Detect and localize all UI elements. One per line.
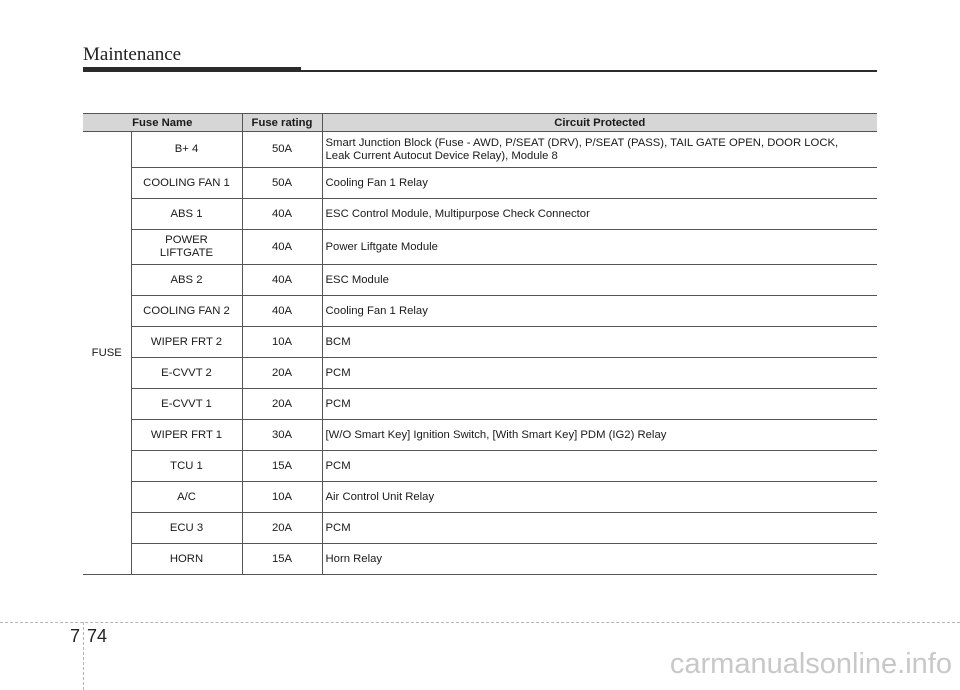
- circuit-protected-cell: PCM: [322, 513, 877, 544]
- fuse-rating-cell: 15A: [242, 451, 322, 482]
- column-header-fuse-rating: Fuse rating: [242, 114, 322, 132]
- fuse-rating-cell: 20A: [242, 389, 322, 420]
- column-header-fuse-name: Fuse Name: [83, 114, 242, 132]
- fuse-rating-cell: 40A: [242, 199, 322, 230]
- footer-vertical-divider: [83, 622, 84, 690]
- fuse-name-cell: E-CVVT 1: [131, 389, 242, 420]
- table-row: [83, 296, 877, 327]
- fuse-name-cell: ECU 3: [131, 513, 242, 544]
- circuit-protected-cell: ESC Control Module, Multipurpose Check Connector: [322, 199, 877, 230]
- table-row: [83, 451, 877, 482]
- table-header-row: [83, 114, 877, 132]
- circuit-protected-cell: PCM: [322, 451, 877, 482]
- footer-divider: [0, 622, 960, 623]
- table-row: [83, 265, 877, 296]
- circuit-protected-cell: Smart Junction Block (Fuse - AWD, P/SEAT (DRV), P/SEAT (PASS), TAIL GATE OPEN, DOOR LOCK, Leak Current Autocut Device Relay), Module 8: [322, 132, 877, 168]
- circuit-protected-cell: [W/O Smart Key] Ignition Switch, [With Smart Key] PDM (IG2) Relay: [322, 420, 877, 451]
- circuit-protected-cell: Cooling Fan 1 Relay: [322, 296, 877, 327]
- table-row: [83, 513, 877, 544]
- fuse-name-cell: COOLING FAN 2: [131, 296, 242, 327]
- fuse-rating-cell: 40A: [242, 230, 322, 265]
- page-title: Maintenance: [83, 44, 182, 65]
- table-row: [83, 327, 877, 358]
- circuit-protected-cell: BCM: [322, 327, 877, 358]
- table-row: [83, 420, 877, 451]
- column-header-circuit-protected: Circuit Protected: [322, 114, 877, 132]
- circuit-protected-cell: ESC Module: [322, 265, 877, 296]
- table-row: [83, 389, 877, 420]
- fuse-rating-cell: 20A: [242, 358, 322, 389]
- circuit-protected-cell: Horn Relay: [322, 544, 877, 575]
- page-number: 74: [87, 626, 108, 646]
- fuse-rating-cell: 10A: [242, 327, 322, 358]
- fuse-name-cell: ABS 2: [131, 265, 242, 296]
- fuse-table: [83, 113, 877, 575]
- fuse-name-cell: E-CVVT 2: [131, 358, 242, 389]
- fuse-rating-cell: 20A: [242, 513, 322, 544]
- fuse-name-cell: WIPER FRT 1: [131, 420, 242, 451]
- circuit-protected-cell: PCM: [322, 389, 877, 420]
- fuse-rating-cell: 40A: [242, 296, 322, 327]
- fuse-rating-cell: 40A: [242, 265, 322, 296]
- fuse-name-cell: POWER LIFTGATE: [131, 230, 242, 265]
- table-row: [83, 482, 877, 513]
- circuit-protected-cell: Air Control Unit Relay: [322, 482, 877, 513]
- table-row: [83, 199, 877, 230]
- table-row: [83, 544, 877, 575]
- fuse-group-label: FUSE: [83, 132, 131, 575]
- fuse-name-cell: WIPER FRT 2: [131, 327, 242, 358]
- fuse-name-cell: A/C: [131, 482, 242, 513]
- circuit-protected-cell: Cooling Fan 1 Relay: [322, 168, 877, 199]
- fuse-rating-cell: 50A: [242, 168, 322, 199]
- fuse-rating-cell: 30A: [242, 420, 322, 451]
- header-rule: [301, 70, 877, 72]
- fuse-rating-cell: 15A: [242, 544, 322, 575]
- fuse-name-cell: ABS 1: [131, 199, 242, 230]
- header-bar: [83, 67, 301, 72]
- table-row: [83, 168, 877, 199]
- fuse-name-cell: COOLING FAN 1: [131, 168, 242, 199]
- table-row: [83, 358, 877, 389]
- fuse-rating-cell: 50A: [242, 132, 322, 168]
- table-row: [83, 230, 877, 265]
- circuit-protected-cell: PCM: [322, 358, 877, 389]
- circuit-protected-cell: Power Liftgate Module: [322, 230, 877, 265]
- fuse-rating-cell: 10A: [242, 482, 322, 513]
- chapter-number: 7: [70, 626, 81, 646]
- fuse-name-cell: B+ 4: [131, 132, 242, 168]
- table-row: [83, 132, 877, 168]
- fuse-name-cell: TCU 1: [131, 451, 242, 482]
- fuse-name-cell: HORN: [131, 544, 242, 575]
- watermark: carmanualsonline.info: [669, 648, 952, 680]
